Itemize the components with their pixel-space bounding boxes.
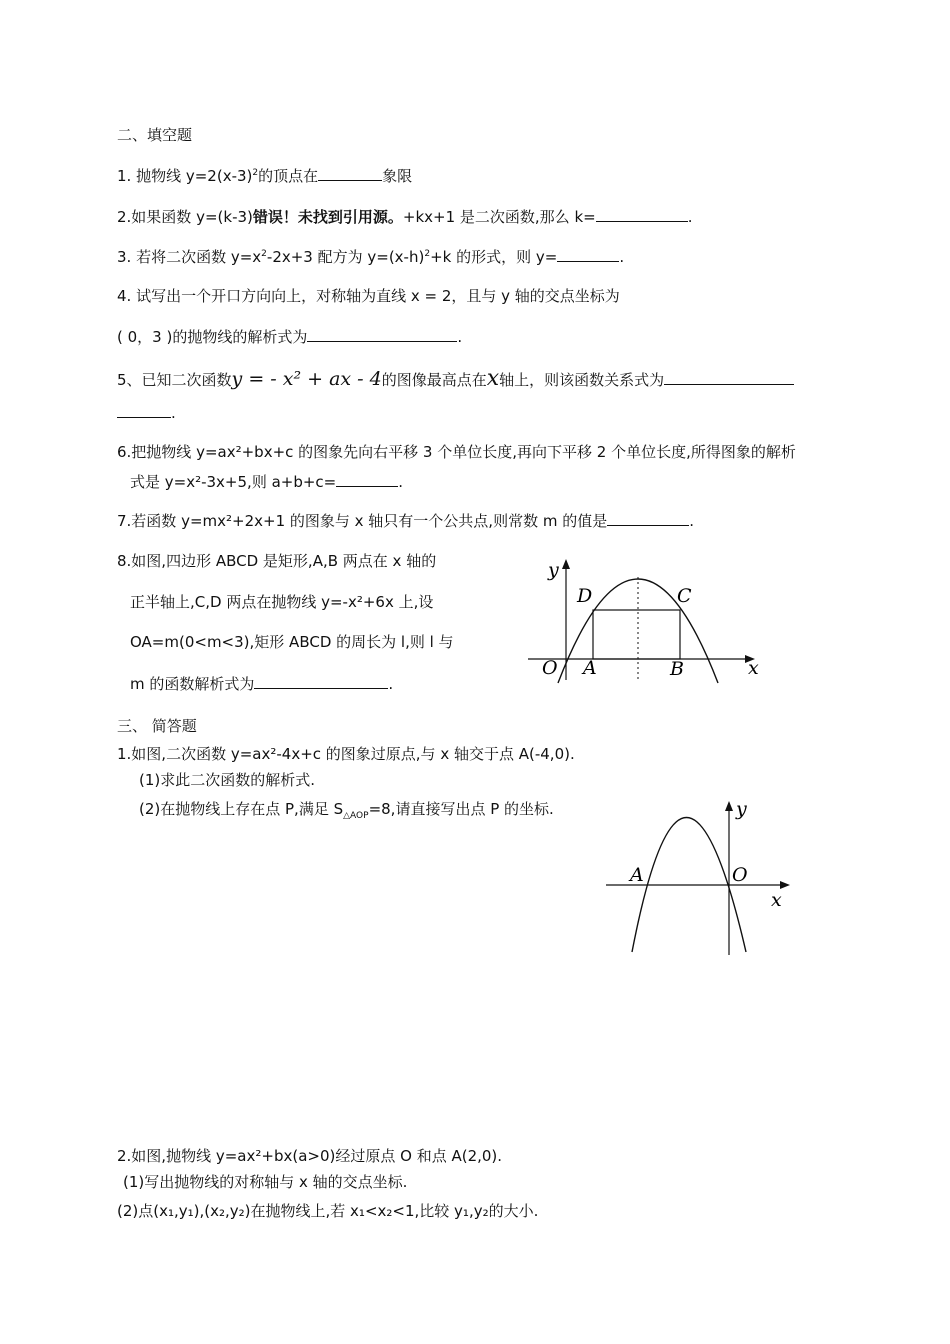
q8-text: m 的函数解析式为 xyxy=(130,675,255,693)
fig2-label-y: y xyxy=(736,798,747,820)
fig2-x-arrow xyxy=(780,881,790,889)
q5-x-axis-symbol: x xyxy=(486,366,500,391)
q2-end: . xyxy=(687,208,693,226)
fig2-y-arrow xyxy=(725,801,733,811)
q1-blank[interactable] xyxy=(318,165,382,181)
fig1-y-arrow xyxy=(562,559,570,569)
s1-text: (2)在抛物线上存在点 P,满足 S xyxy=(139,800,344,818)
question-1 xyxy=(117,165,412,186)
question-5 xyxy=(117,366,794,393)
section-short-answer-title: 三、 简答题 xyxy=(117,717,197,735)
q4-text: ( 0，3 )的抛物线的解析式为 xyxy=(117,328,308,346)
q3-sup2: 2 xyxy=(424,249,431,259)
question-4-line1: 4. 试写出一个开口方向向上，对称轴为直线 x = 2，且与 y 轴的交点坐标为 xyxy=(117,287,620,305)
s1-sub: △AOP xyxy=(343,811,369,821)
short-answer-1-line1: 1.如图,二次函数 y=ax²-4x+c 的图象过原点,与 x 轴交于点 A(-4,0). xyxy=(117,745,575,763)
q3-blank[interactable] xyxy=(557,246,619,262)
fig1-rectangle-abcd xyxy=(593,610,680,659)
q7-text: 7.若函数 y=mx²+2x+1 的图象与 x 轴只有一个公共点,则常数 m 的值是 xyxy=(117,512,608,530)
downward-parabola-figure xyxy=(598,795,803,960)
question-6-line1: 6.把抛物线 y=ax²+bx+c 的图象先向右平移 3 个单位长度,再向下平移 2 个单位长度,所得图象的解析 xyxy=(117,443,796,461)
q5-mid: 的图像最高点在 xyxy=(381,371,487,389)
q1-text: 1. 抛物线 y=2(x-3) xyxy=(117,167,253,185)
question-3 xyxy=(117,246,624,267)
q2-text: 2.如果函数 y=(k-3) xyxy=(117,208,253,226)
q5-blank-1[interactable] xyxy=(664,369,794,385)
short-answer-1-line3 xyxy=(139,799,554,819)
fig2-label-o: O xyxy=(732,864,748,886)
q2-blank[interactable] xyxy=(596,206,688,222)
short-answer-2-line3: (2)点(x₁,y₁),(x₂,y₂)在抛物线上,若 x₁<x₂<1,比较 y₁,y₂的大小. xyxy=(117,1202,539,1220)
q3-text: 3. 若将二次函数 y=x xyxy=(117,248,262,266)
q8-blank[interactable] xyxy=(254,673,388,689)
question-8-line3: OA=m(0<m<3),矩形 ABCD 的周长为 l,则 l 与 xyxy=(130,633,454,651)
q6-blank[interactable] xyxy=(336,471,398,487)
q4-end: . xyxy=(457,328,463,346)
q5-blank-2[interactable] xyxy=(117,402,171,418)
section-fill-in-title: 二、填空题 xyxy=(117,126,193,144)
q3-end: . xyxy=(619,248,625,266)
fig1-label-x: x xyxy=(748,657,759,679)
question-5-line2 xyxy=(117,402,176,423)
q6-text: 式是 y=x²-3x+5,则 a+b+c= xyxy=(130,473,337,491)
q1-sup: 2 xyxy=(252,168,259,178)
question-8-line4 xyxy=(130,673,393,694)
question-8-line1: 8.如图,四边形 ABCD 是矩形,A,B 两点在 x 轴的 xyxy=(117,552,437,570)
fig1-label-b: B xyxy=(670,658,684,680)
fig1-label-c: C xyxy=(677,585,692,607)
question-8-line2: 正半轴上,C,D 两点在抛物线 y=-x²+6x 上,设 xyxy=(130,593,434,611)
q6-end: . xyxy=(398,473,404,491)
q5-formula: y = - x² + ax - 4 xyxy=(231,368,382,390)
fig2-label-a: A xyxy=(630,864,644,886)
q1-end: 象限 xyxy=(382,167,413,185)
q2-post: +kx+1 是二次函数,那么 k= xyxy=(402,208,596,226)
question-6-line2 xyxy=(130,471,403,492)
q4-blank[interactable] xyxy=(307,326,457,342)
q8-end: . xyxy=(388,675,394,693)
fig2-label-x: x xyxy=(771,889,782,911)
q5-end: . xyxy=(171,404,176,422)
s1-post: =8,请直接写出点 P 的坐标. xyxy=(368,800,554,818)
question-2 xyxy=(117,206,692,227)
fig1-label-d: D xyxy=(577,585,593,607)
short-answer-2-line2: (1)写出抛物线的对称轴与 x 轴的交点坐标. xyxy=(123,1173,408,1191)
rectangle-parabola-figure xyxy=(520,555,770,690)
fig1-label-y: y xyxy=(548,559,559,581)
question-4-line2 xyxy=(117,326,462,347)
fig1-label-o: O xyxy=(542,657,558,679)
q1-post: 的顶点在 xyxy=(258,167,319,185)
fig1-label-a: A xyxy=(583,657,597,679)
short-answer-2-line1: 2.如图,抛物线 y=ax²+bx(a>0)经过原点 O 和点 A(2,0). xyxy=(117,1147,503,1165)
question-7 xyxy=(117,510,694,531)
q5-post: 轴上，则该函数关系式为 xyxy=(499,371,665,389)
q3-mid1: -2x+3 配方为 y=(x-h) xyxy=(266,248,425,266)
q3-mid2: +k 的形式，则 y= xyxy=(430,248,558,266)
q7-blank[interactable] xyxy=(607,510,689,526)
short-answer-1-line2: (1)求此二次函数的解析式. xyxy=(139,771,316,789)
q2-error-text: 错误！未找到引用源。 xyxy=(252,208,403,226)
q3-sup1: 2 xyxy=(261,249,267,259)
q5-text: 5、已知二次函数 xyxy=(117,371,232,389)
q7-end: . xyxy=(689,512,695,530)
